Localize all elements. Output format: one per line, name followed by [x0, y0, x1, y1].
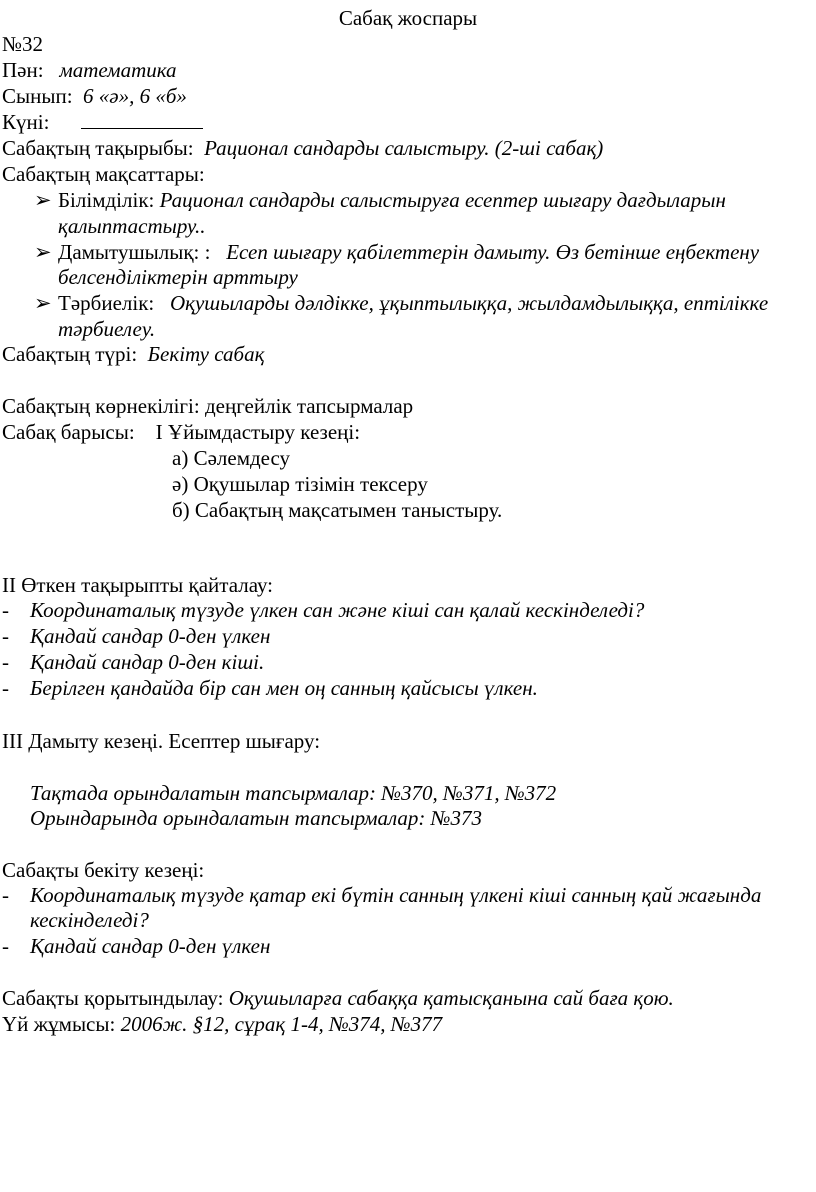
arrow-bullet-icon: ➢ [34, 291, 52, 315]
reinforce-item: - Қандай сандар 0-ден үлкен [2, 934, 271, 958]
progress-item: ә) Оқушылар тізімін тексеру [172, 472, 428, 496]
dash-bullet: - [2, 598, 9, 622]
goal-item [34, 239, 760, 265]
dash-bullet: - [2, 883, 9, 907]
review-item: - Қандай сандар 0-ден кіші. [2, 650, 265, 674]
date-line [2, 109, 203, 135]
date-blank [81, 110, 203, 129]
progress-stage: I Ұйымдастыру кезеңі: [155, 420, 361, 444]
develop-heading: III Дамыту кезеңі. Есептер шығару: [2, 729, 321, 753]
subject-value: математика [59, 58, 177, 82]
class-line [2, 83, 187, 109]
progress-item: б) Сабақтың мақсатымен таныстыру. [172, 498, 503, 522]
goal-label: Білімділік: [58, 188, 155, 212]
class-label: Сынып: [2, 84, 73, 108]
homework-value: 2006ж. §12, сұрақ 1-4, №374, №377 [120, 1012, 443, 1036]
dash-bullet: - [2, 676, 9, 700]
summary-value: Оқушыларға сабаққа қатысқанына сай баға қою. [228, 986, 674, 1010]
subject-line [2, 57, 177, 83]
develop-desk: Орындарында орындалатын тапсырмалар: №373 [30, 806, 482, 830]
goal-label: Дамытушылық: : [58, 240, 211, 264]
goal-label: Тәрбиелік: [58, 291, 155, 315]
goal-text: Рационал сандарды салыстыруға есептер шығару дағдыларын [159, 188, 726, 212]
dash-bullet: - [2, 624, 9, 648]
summary-line [2, 985, 674, 1011]
topic-value: Рационал сандарды салыстыру. (2-ші сабақ) [204, 136, 604, 160]
page-title: Сабақ жоспары [338, 6, 478, 30]
type-line [2, 341, 264, 367]
progress-line [2, 419, 360, 445]
homework-label: Үй жұмысы: [2, 1012, 116, 1036]
topic-line [2, 135, 603, 161]
progress-item: а) Сәлемдесу [172, 446, 291, 470]
topic-label: Сабақтың тақырыбы: [2, 136, 194, 160]
develop-board: Тақтада орындалатын тапсырмалар: №370, №371, №372 [30, 781, 557, 805]
subject-label: Пән: [2, 58, 44, 82]
review-item: - Координаталық түзуде үлкен сан және кіші сан қалай кескінделеді? [2, 598, 645, 622]
dash-bullet: - [2, 650, 9, 674]
summary-label: Сабақты қорытындылау: [2, 986, 224, 1010]
dash-bullet: - [2, 934, 9, 958]
homework-line [2, 1011, 442, 1037]
goal-text-cont: қалыптастыру.. [58, 214, 206, 238]
visuals-line: Сабақтың көрнекілігі: деңгейлік тапсырмалар [2, 394, 414, 418]
review-item: - Қандай сандар 0-ден үлкен [2, 624, 271, 648]
type-label: Сабақтың түрі: [2, 342, 138, 366]
goal-item [34, 187, 726, 213]
type-value: Бекіту сабақ [147, 342, 265, 366]
progress-label: Сабақ барысы: [2, 420, 135, 444]
goal-text-cont: белсенділіктерін арттыру [58, 265, 298, 289]
arrow-bullet-icon: ➢ [34, 240, 52, 264]
goals-heading: Сабақтың мақсаттары: [2, 162, 205, 186]
goal-item [34, 290, 769, 316]
review-item: - Берілген қандайда бір сан мен оң санның қайсысы үлкен. [2, 676, 538, 700]
goal-text: Есеп шығару қабілеттерін дамыту. Өз бетінше еңбектену [226, 240, 760, 264]
reinforce-item-cont: кескінделеді? [30, 908, 149, 932]
date-label: Күні: [2, 110, 50, 134]
arrow-bullet-icon: ➢ [34, 188, 52, 212]
goal-text: Оқушыларды дәлдікке, ұқыптылыққа, жылдамдылыққа, ептілікке [170, 291, 769, 315]
reinforce-item: - Координаталық түзуде қатар екі бүтін санның үлкені кіші санның қай жағында [2, 883, 762, 907]
class-value: 6 «ә», 6 «б» [83, 84, 187, 108]
lesson-number: №32 [2, 32, 44, 56]
review-heading: II Өткен тақырыпты қайталау: [2, 573, 274, 597]
reinforce-heading: Сабақты бекіту кезеңі: [2, 858, 205, 882]
goal-text-cont: тәрбиелеу. [58, 317, 156, 341]
